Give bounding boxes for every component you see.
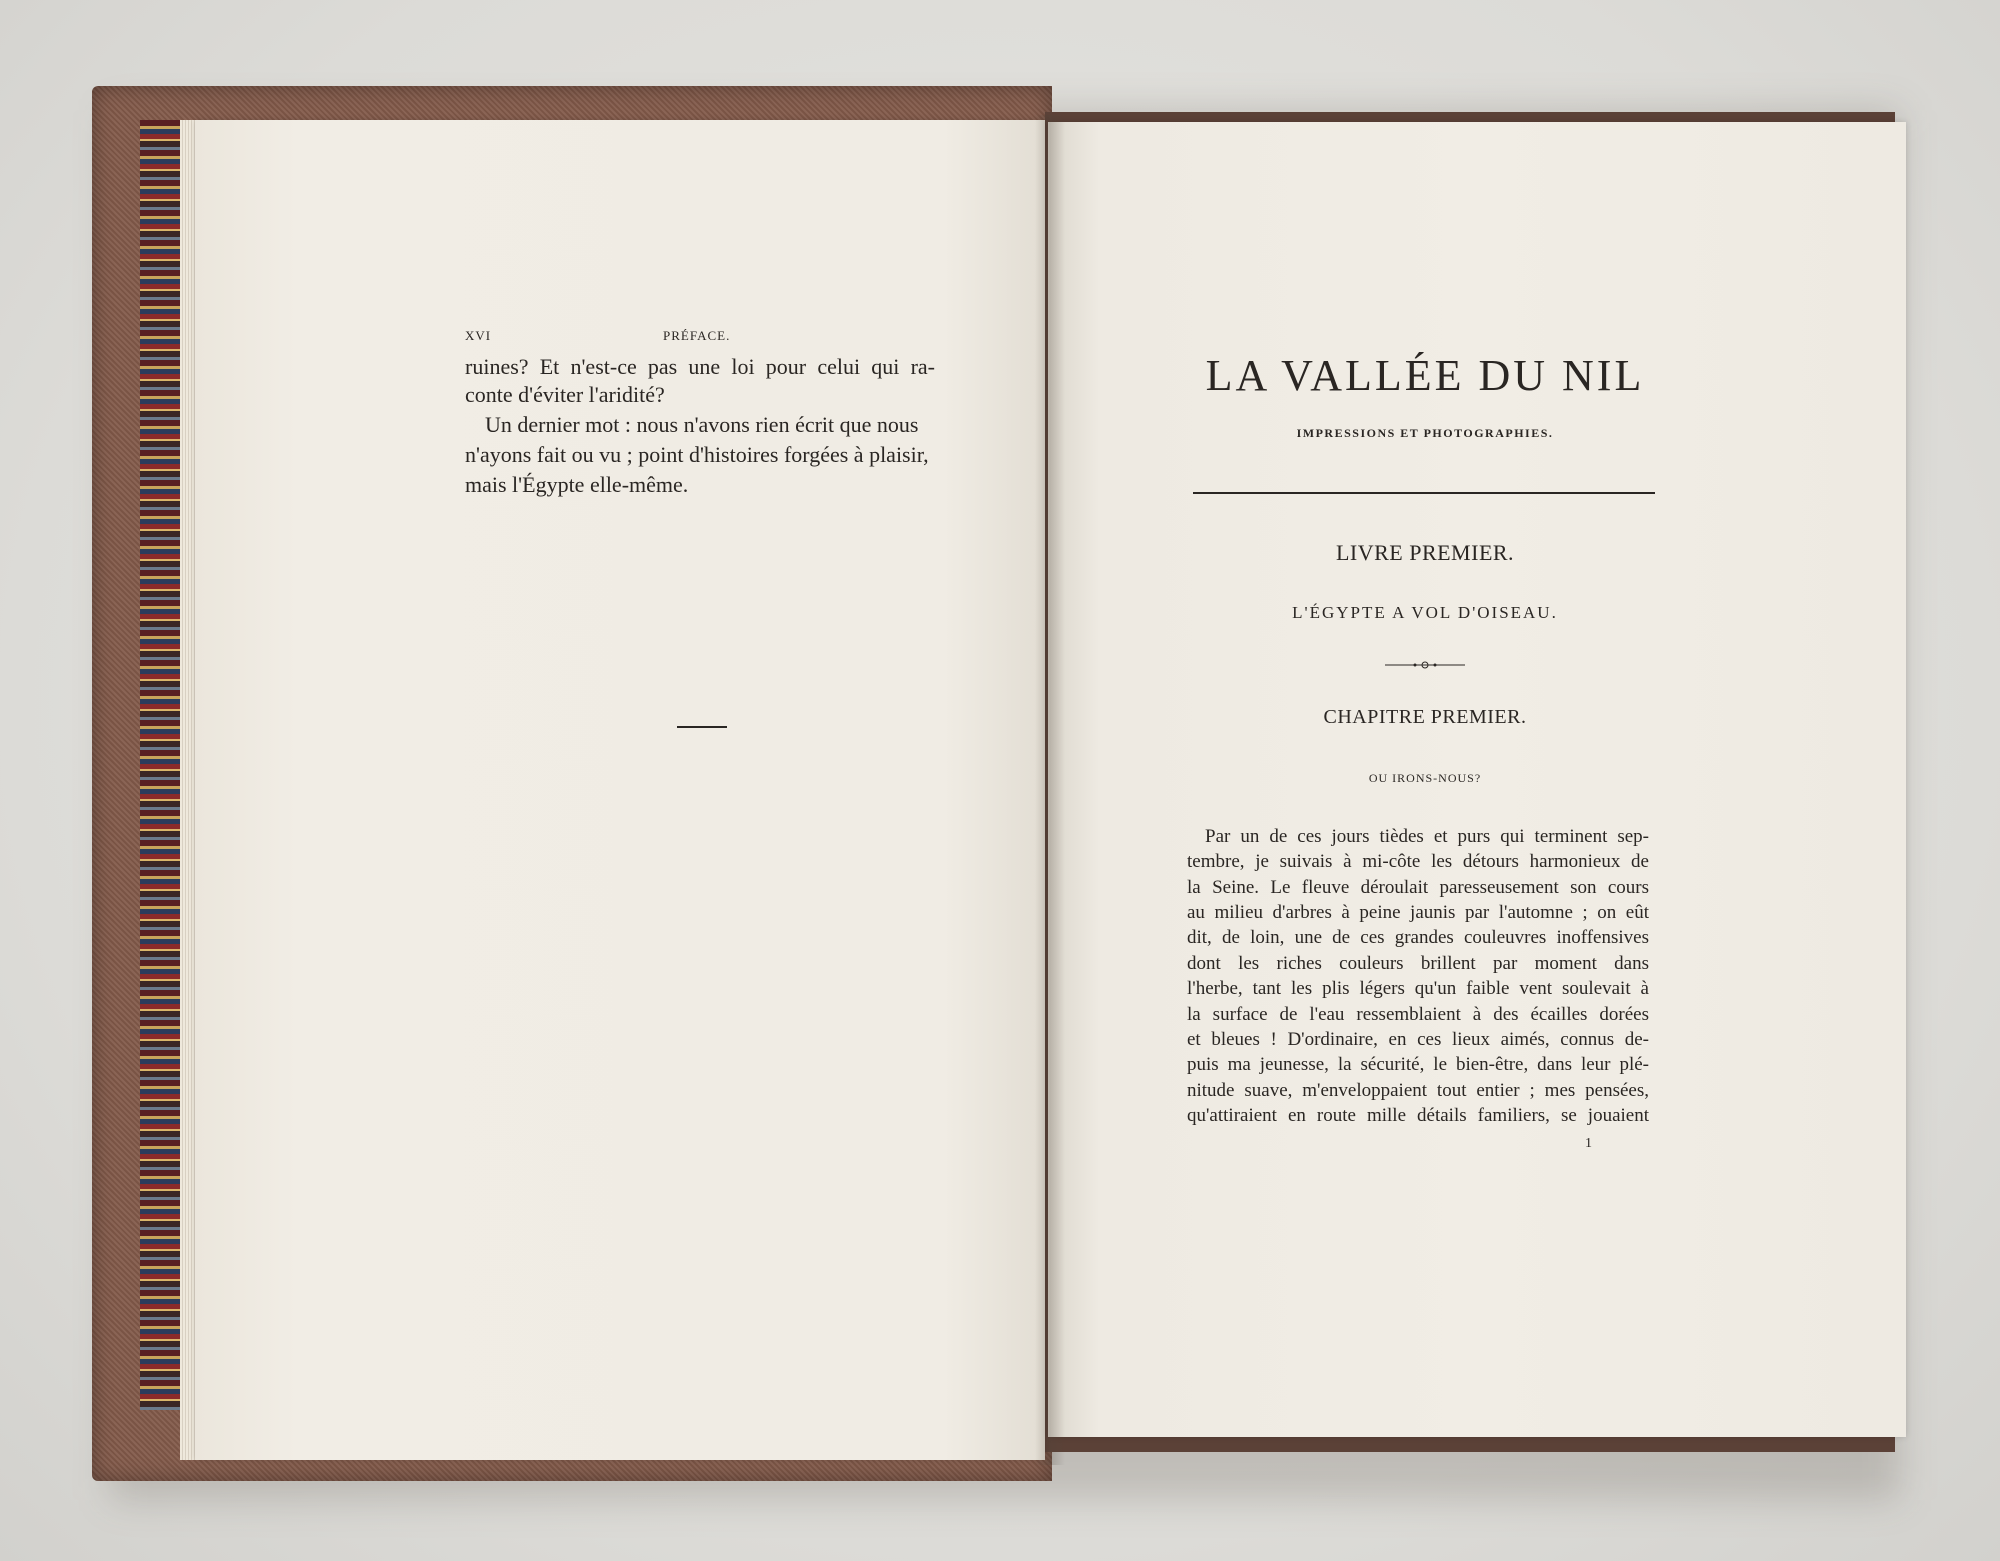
right-text-line: la surface de l'eau ressemblaient à des écailles dorées <box>1187 1004 1649 1025</box>
book-part-heading: LIVRE PREMIER. <box>1335 540 1515 565</box>
end-rule <box>677 726 727 728</box>
left-running-head-title: PRÉFACE. <box>663 328 731 343</box>
left-text-line: n'ayons fait ou vu ; point d'histoires forgées à plaisir, <box>465 442 929 467</box>
right-text-line: nitude suave, m'enveloppaient tout entier ; mes pensées, <box>1187 1080 1649 1101</box>
left-text-line: mais l'Égypte elle-même. <box>465 472 689 497</box>
chapter-subtitle: OU IRONS-NOUS? <box>1368 771 1482 785</box>
left-page-folio: XVI <box>465 328 492 343</box>
right-text-line: et bleues ! D'ordinaire, en ces lieux aimés, connus de- <box>1187 1029 1649 1050</box>
right-text-line: dont les riches couleurs brillent par moment dans <box>1187 953 1649 974</box>
left-text-line: conte d'éviter l'aridité? <box>465 382 665 407</box>
title-rule <box>1193 492 1655 494</box>
book-subtitle: IMPRESSIONS ET PHOTOGRAPHIES. <box>1296 426 1554 440</box>
left-page <box>195 120 1045 1460</box>
page-number: 1 <box>1585 1136 1592 1151</box>
right-text-line: dit, de loin, une de ces grandes couleuvres inoffensives <box>1187 927 1649 948</box>
right-text-line: la Seine. Le fleuve déroulait paresseusement son cours <box>1187 877 1649 898</box>
right-text-line: puis ma jeunesse, la sécurité, le bien-être, dans leur plé- <box>1187 1054 1649 1075</box>
book-part-subtitle: L'ÉGYPTE A VOL D'OISEAU. <box>1292 603 1558 622</box>
right-text-line: tembre, je suivais à mi-côte les détours harmonieux de <box>1187 851 1649 872</box>
left-text-line: ruines? Et n'est-ce pas une loi pour celui qui ra- <box>465 354 935 379</box>
chapter-heading: CHAPITRE PREMIER. <box>1323 706 1527 728</box>
right-text-line: qu'attiraient en route mille détails familiers, se jouaient <box>1187 1105 1649 1126</box>
right-text-line: Par un de ces jours tièdes et purs qui terminent sep- <box>1205 826 1649 847</box>
left-text-line: Un dernier mot : nous n'avons rien écrit que nous <box>485 412 919 437</box>
right-text-line: l'herbe, tant les plis légers qu'un faible vent soulevait à <box>1187 978 1649 999</box>
book-gutter <box>1035 115 1065 1465</box>
book-title: LA VALLÉE DU NIL <box>1205 351 1645 400</box>
right-text-line: au milieu d'arbres à peine jaunis par l'automne ; on eût <box>1187 902 1649 923</box>
ornament-divider <box>1385 660 1465 670</box>
